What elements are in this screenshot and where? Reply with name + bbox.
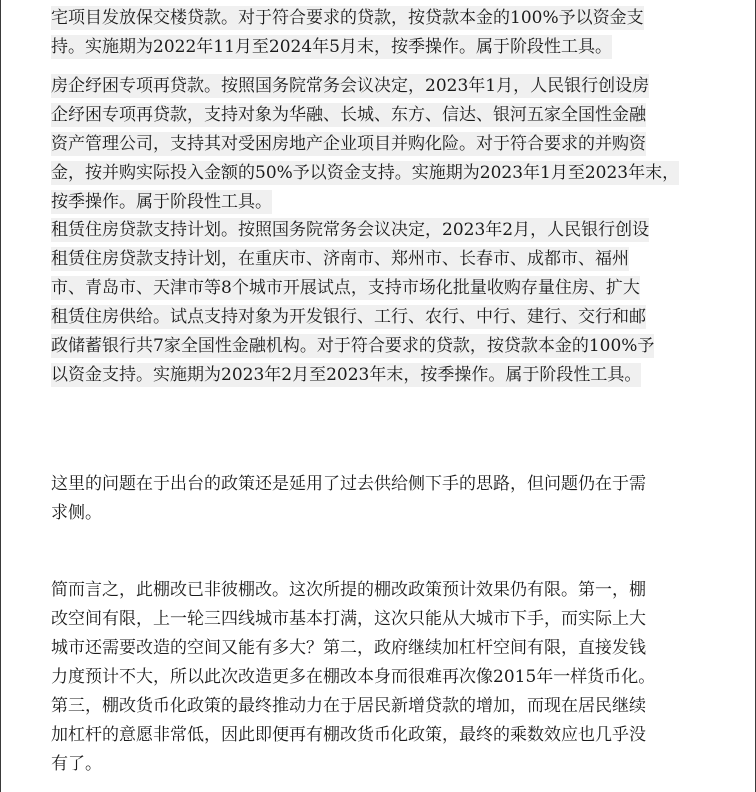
paragraph-bailout-relending: [51, 72, 711, 217]
text-line: 加杠杆的意愿非常低，因此即便再有棚改货币化政策，最终的乘数效应也几乎没: [51, 725, 646, 745]
text-line: 房企纾困专项再贷款。按照国务院常务会议决定，2023年1月，人民银行创设房: [51, 76, 650, 96]
text-line: 市、青岛市、天津市等8个城市开展试点，支持市场化批量收购存量住房、扩大: [51, 278, 640, 298]
text-line: 求侧。: [51, 503, 102, 523]
text-line: 租赁住房贷款支持计划，在重庆市、济南市、郑州市、长春市、成都市、福州: [51, 249, 629, 269]
text-line: 租赁住房供给。试点支持对象为开发银行、工行、农行、中行、建行、交行和邮: [51, 307, 646, 327]
text-line: 持。实施期为2022年11月至2024年5月末，按季操作。属于阶段性工具。: [51, 37, 612, 57]
text-line: 资产管理公司，支持其对受困房地产企业项目并购化险。对于符合要求的并购资: [51, 134, 646, 154]
text-line: 有了。: [51, 754, 102, 774]
text-line: 租赁住房贷款支持计划。按照国务院常务会议决定，2023年2月，人民银行创设: [51, 220, 650, 240]
text-line: 政储蓄银行共7家全国性金融机构。对于符合要求的贷款，按贷款本金的100%予: [51, 336, 655, 356]
text-line: 力度预计不大，所以此次改造更多在棚改本身而很难再次像2015年一样货币化。: [51, 667, 656, 687]
text-line: 这里的问题在于出台的政策还是延用了过去供给侧下手的思路，但问题仍在于需: [51, 474, 646, 494]
paragraph-conclusion: [51, 576, 711, 779]
text-line: 企纾困专项再贷款，支持对象为华融、长城、东方、信达、银河五家全国性金融: [51, 105, 646, 125]
paragraph-rental-housing-plan: [51, 216, 711, 390]
text-line: 简而言之，此棚改已非彼棚改。这次所提的棚改政策预计效果仍有限。第一，棚: [51, 580, 646, 600]
text-line: 改空间有限，上一轮三四线城市基本打满，这次只能从大城市下手，而实际上大: [51, 609, 646, 629]
text-line: 宅项目发放保交楼贷款。对于符合要求的贷款，按贷款本金的100%予以资金支: [51, 8, 644, 28]
text-line: 第三，棚改货币化政策的最终推动力在于居民新增贷款的增加，而现在居民继续: [51, 696, 646, 716]
paragraph-problem-demand-side: [51, 470, 711, 528]
text-line: 按季操作。属于阶段性工具。: [51, 192, 272, 212]
text-line: 金，按并购实际投入金额的50%予以资金支持。实施期为2023年1月至2023年末，: [51, 163, 680, 183]
paragraph-shelving-loan: [51, 4, 711, 62]
text-line: 城市还需要改造的空间又能有多大？第二，政府继续加杠杆空间有限，直接发钱: [51, 638, 646, 658]
text-line: 以资金支持。实施期为2023年2月至2023年末，按季操作。属于阶段性工具。: [51, 365, 642, 385]
